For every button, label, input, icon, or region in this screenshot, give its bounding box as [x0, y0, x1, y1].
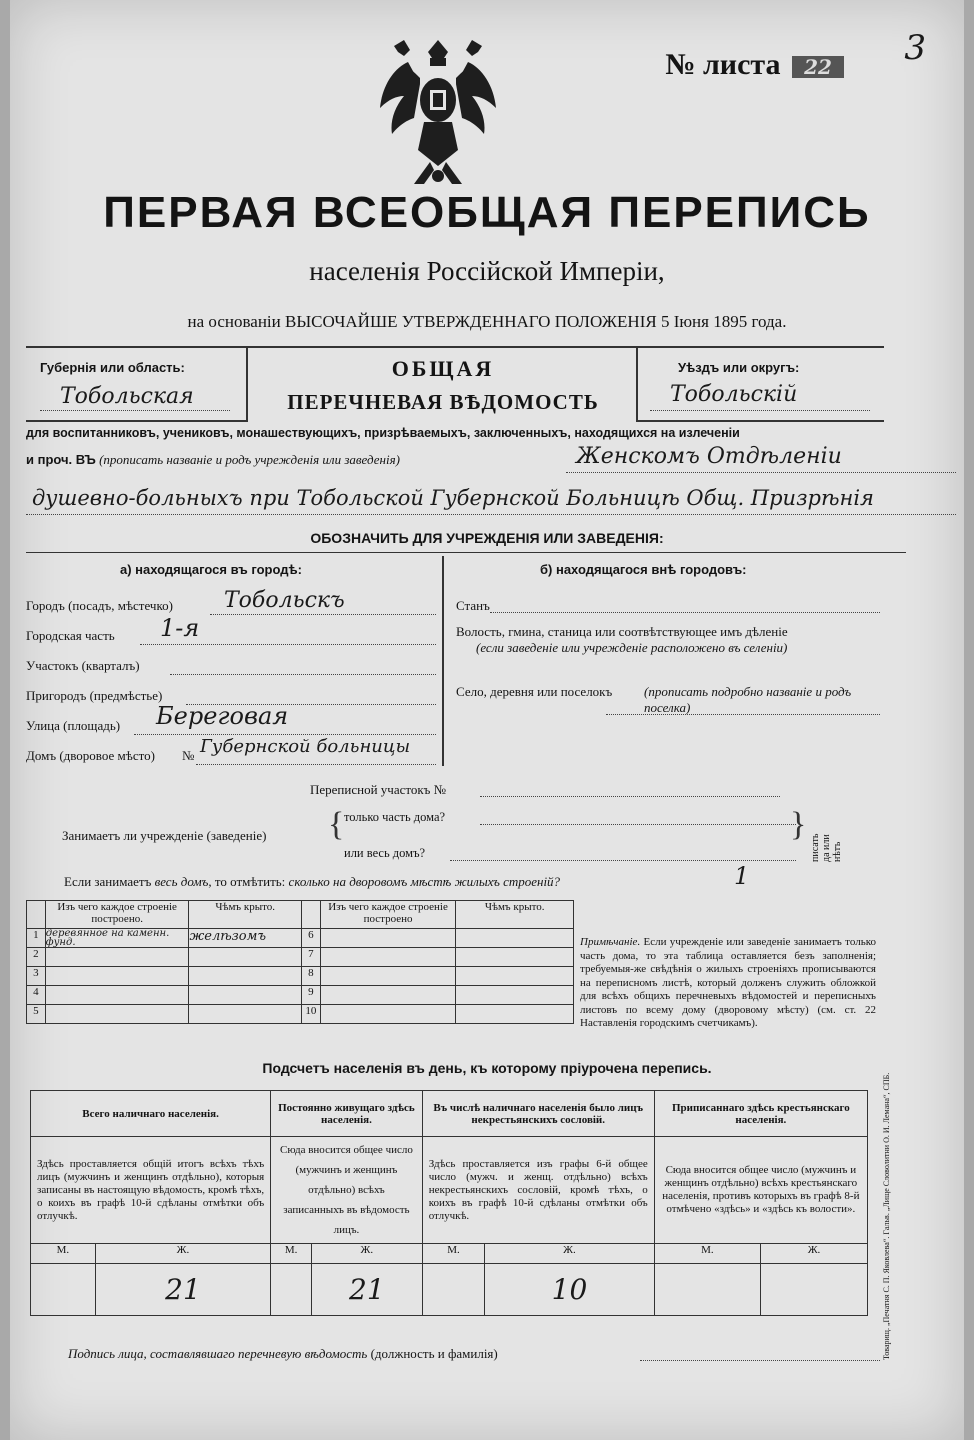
- table-row: [27, 986, 574, 1005]
- count-header-resident: Постоянно живущаго здѣсь населенія.: [271, 1091, 423, 1137]
- page-title: ПЕРВАЯ ВСЕОБЩАЯ ПЕРЕПИСЬ: [103, 188, 871, 237]
- occupies-option-whole: или весь домъ?: [344, 846, 426, 860]
- buildings-table: [26, 900, 574, 1024]
- street-value: Береговая: [156, 702, 289, 730]
- side-note-3: нѣтъ: [832, 841, 843, 862]
- buildings-col-roof: Чѣмъ крыто.: [189, 901, 301, 929]
- uezd-line: [650, 410, 870, 411]
- field-line: [606, 714, 880, 715]
- signature-note: (должность и фамилія): [370, 1346, 498, 1361]
- page-subtitle: населенія Россійской Имперіи,: [309, 256, 665, 286]
- side-note: [810, 800, 843, 862]
- count-header-peasant: Приписаннаго здѣсь крестьянскаго населенія.: [654, 1091, 867, 1137]
- institution-value-1: Женскомъ Отдѣленіи: [576, 444, 842, 469]
- sheet-number: 22: [792, 56, 844, 78]
- gubernia-label: Губернія или область:: [40, 360, 185, 375]
- census-district-label: Переписной участокъ №: [310, 782, 447, 797]
- signature-line: [640, 1360, 880, 1361]
- divider: [636, 346, 638, 422]
- gubernia-line: [40, 410, 230, 411]
- col-m: М.: [422, 1244, 485, 1264]
- printer-mark: Товарищ. „Печатня С. П. Яковлева“. Гальв. „Лище Словолитни О. И. Лемана“, СПБ.: [882, 1072, 891, 1360]
- row-number: 7: [301, 948, 320, 967]
- count-value: [271, 1264, 312, 1316]
- col-zh: Ж.: [95, 1244, 270, 1264]
- count-value: 21: [95, 1264, 270, 1316]
- field-line: [134, 734, 436, 735]
- col-m: М.: [31, 1244, 96, 1264]
- purpose-line-2: [26, 514, 956, 515]
- house-no-label: №: [182, 748, 195, 763]
- village-note: (прописать подробно названіе и родъ поселка): [644, 684, 852, 715]
- corner-number: 3: [904, 28, 926, 68]
- uezd-label: Уѣздъ или округъ:: [678, 360, 800, 375]
- stan-label: Станъ: [456, 598, 490, 613]
- side-note-1: писать: [810, 833, 821, 862]
- count-value: [654, 1264, 760, 1316]
- row-number: 5: [27, 1005, 46, 1024]
- purpose-prefix: и проч. ВЪ: [26, 452, 96, 467]
- row-number: 1: [27, 929, 46, 948]
- count-desc: Здѣсь проставляется изъ графы 6-й общее число (мужч. и женщ. отдѣльно) всѣхъ некрестьянскихъ сословій, кромѣ тѣхъ, о коихъ въ графѣ 10-й сдѣланы отмѣтки объ отлучкѣ.: [422, 1137, 654, 1244]
- note-text: Если учрежденіе или заведеніе занимаетъ только часть дома, то эта таблица оставляется безъ заполненія; требуемыя-же свѣдѣнія о жилыхъ строеніяхъ прописываются на переписномъ листѣ, который долженъ служить обложкой для всѣхъ общихъ перечневыхъ вѣдомостей и переписныхъ листовъ по всему дому (дворовому мѣсту) (см. ст. 22 Наставленія городскимъ счетчикамъ).: [580, 936, 876, 1029]
- purpose-line: для воспитанниковъ, учениковъ, монашествующихъ, призрѣваемыхъ, заключенныхъ, находящихся на излеченіи: [26, 426, 740, 440]
- row-number: 9: [301, 986, 320, 1005]
- side-note-2: да или: [821, 834, 832, 862]
- purpose-instruction: (прописать названіе и родъ учрежденія или заведенія): [99, 452, 400, 467]
- rural-heading: б) находящагося внѣ городовъ:: [540, 562, 747, 577]
- buildings-count-value: 1: [734, 862, 750, 890]
- count-value: [422, 1264, 485, 1316]
- field-line: [480, 824, 796, 825]
- column-divider: [442, 556, 444, 766]
- volost-note: (если заведеніе или учрежденіе расположено въ селеніи): [476, 640, 788, 655]
- occupies-question: Занимаетъ ли учрежденіе (заведеніе): [62, 828, 267, 843]
- col-zh: Ж.: [485, 1244, 654, 1264]
- table-row: [27, 967, 574, 986]
- form-title-line2: ПЕРЕЧНЕВАЯ ВѢДОМОСТЬ: [287, 390, 599, 414]
- divider: [26, 552, 906, 553]
- sheet-number-label: [665, 48, 844, 82]
- note-label: Примѣчаніе.: [580, 936, 641, 948]
- whole-house-row: [64, 874, 560, 890]
- city-value: Тобольскъ: [224, 588, 345, 613]
- district-label: Участокъ (кварталъ): [26, 658, 140, 673]
- buildings-col-roof-2: Чѣмъ крыто.: [456, 901, 574, 929]
- house-label: Домъ (дворовое мѣсто): [26, 748, 155, 763]
- row-number: 4: [27, 986, 46, 1005]
- note-block: [580, 936, 876, 1031]
- col-m: М.: [271, 1244, 312, 1264]
- row-number: 8: [301, 967, 320, 986]
- table-row: [27, 1005, 574, 1024]
- field-line: [170, 674, 436, 675]
- row-number: 10: [301, 1005, 320, 1024]
- count-header-total: Всего наличнаго населенія.: [31, 1091, 271, 1137]
- count-header-nonpeasant: Въ числѣ наличнаго населенія было лицъ некрестьянскихъ сословій.: [422, 1091, 654, 1137]
- volost-label: Волость, гмина, станица или соотвѣтствующее имъ дѣленіе: [456, 624, 788, 639]
- purpose-line-1: [566, 472, 956, 473]
- buildings-col-material-2: Изъ чего каждое строеніе построено: [320, 901, 456, 929]
- city-part-label: Городская часть: [26, 628, 115, 643]
- whole-house-mid2: , то отмѣтить:: [208, 874, 286, 889]
- field-line: [210, 614, 436, 615]
- field-line: [480, 796, 780, 797]
- purpose-row: [26, 452, 400, 468]
- field-line: [196, 764, 436, 765]
- count-value: 10: [485, 1264, 654, 1316]
- imperial-eagle-emblem: [374, 38, 502, 186]
- whole-house-question: сколько на дворовомъ мѣстѣ жилыхъ строеній?: [288, 874, 561, 889]
- occupies-option-part: только часть дома?: [344, 810, 446, 824]
- form-title-line1: ОБЩАЯ: [391, 356, 495, 381]
- divider: [26, 346, 884, 348]
- gubernia-value: Тобольская: [60, 384, 194, 409]
- count-desc: Здѣсь проставляется общій итогъ всѣхъ тѣхъ лицъ (мужчинъ и женщинъ отдѣльно), которыя записаны въ настоящую вѣдомость, кромѣ тѣхъ, о коихъ въ графѣ 10-й сдѣланы отмѣтки объ отлучкѣ.: [31, 1137, 271, 1244]
- count-value: 21: [312, 1264, 423, 1316]
- street-label: Улица (площадь): [26, 718, 121, 733]
- uezd-value: Тобольскій: [670, 382, 798, 407]
- col-zh: Ж.: [312, 1244, 423, 1264]
- col-zh: Ж.: [761, 1244, 868, 1264]
- row-number: 2: [27, 948, 46, 967]
- divider: [246, 346, 248, 422]
- census-sheet: [10, 0, 964, 1440]
- count-desc: Сюда вносится общее число (мужчинъ и женщинъ отдѣльно) всѣхъ крестьянскаго населенія, противъ которыхъ въ графѣ 8-й отмѣчено «здѣсь» и «здѣсь къ волости».: [654, 1137, 867, 1244]
- row-roof: желѣзомъ: [189, 929, 301, 948]
- city-heading: а) находящагося въ городѣ:: [120, 562, 302, 577]
- field-line: [140, 644, 436, 645]
- count-heading: Подсчетъ населенія въ день, къ которому пріурочена перепись.: [262, 1060, 712, 1076]
- count-value: [761, 1264, 868, 1316]
- row-number: 6: [301, 929, 320, 948]
- brace: }: [790, 806, 807, 843]
- row-number: 3: [27, 967, 46, 986]
- brace: {: [328, 806, 345, 843]
- whole-house-prefix: Если занимаетъ: [64, 874, 152, 889]
- field-line: [450, 860, 796, 861]
- suburb-label: Пригородъ (предмѣстье): [26, 688, 163, 703]
- institution-value-2: душевно-больныхъ при Тобольской Губернской Больницѣ Общ. Призрѣнія: [32, 486, 874, 510]
- city-field-label: Городъ (посадъ, мѣстечко): [26, 598, 173, 613]
- house-value: Губернской больницы: [200, 736, 411, 757]
- designate-heading: ОБОЗНАЧИТЬ ДЛЯ УЧРЕЖДЕНІЯ ИЛИ ЗАВЕДЕНІЯ:: [310, 530, 664, 546]
- field-line: [490, 612, 880, 613]
- table-row: [27, 929, 574, 948]
- count-desc: Сюда вносится общее число (мужчинъ и женщинъ отдѣльно) всѣхъ записанныхъ въ вѣдомость лицъ.: [271, 1137, 423, 1244]
- count-value: [31, 1264, 96, 1316]
- signature-label: Подпись лица, составлявшаго перечневую вѣдомость: [68, 1346, 368, 1361]
- divider: [636, 420, 884, 422]
- village-label: Село, деревня или поселокъ: [456, 684, 613, 699]
- table-row: [27, 948, 574, 967]
- whole-house-mid: весь домъ: [154, 874, 209, 889]
- signature-row: [68, 1346, 498, 1362]
- col-m: М.: [654, 1244, 760, 1264]
- buildings-col-material: Изъ чего каждое строеніе построено.: [45, 901, 189, 929]
- divider: [26, 420, 248, 422]
- city-part-value: 1-я: [160, 614, 200, 642]
- legal-basis: на основаніи ВЫСОЧАЙШЕ УТВЕРЖДЕННАГО ПОЛОЖЕНІЯ 5 Іюня 1895 года.: [187, 312, 787, 331]
- row-material: деревянное на каменн. фунд.: [45, 929, 189, 948]
- population-table: [30, 1090, 868, 1316]
- sheet-label: № листа: [665, 48, 781, 81]
